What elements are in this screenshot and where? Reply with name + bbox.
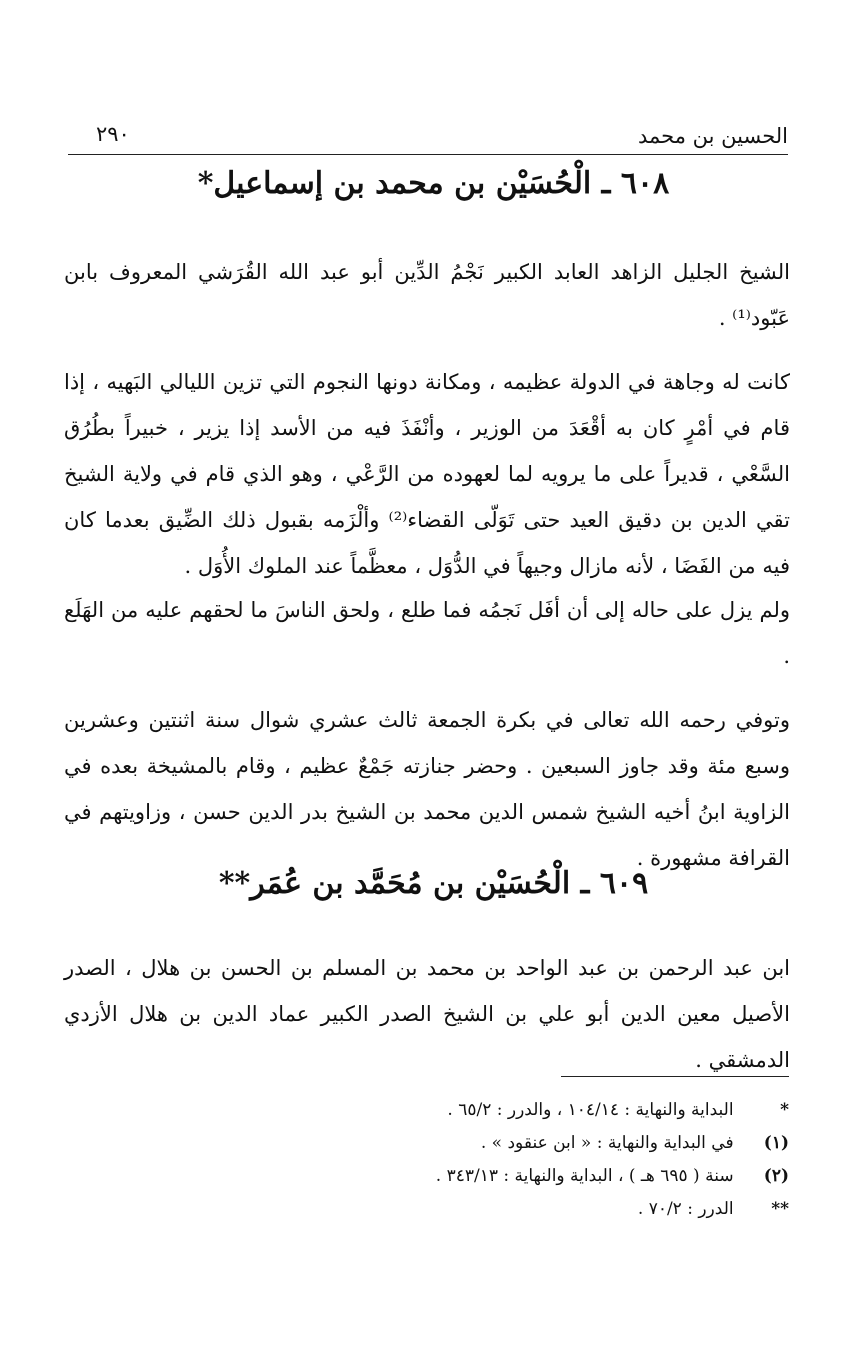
footnotes [149,1094,789,1226]
footnote-mark: * [780,1100,789,1120]
entry-608-paragraph-4: وتوفي رحمه الله تعالى في بكرة الجمعة ثالث عشري شوال سنة اثنتين وعشرين وسبع مئة وقد جاوز السبعين . وحضر جنازته جَمْعٌ عظيم ، وقام بالمشيخة بعده في الزاوية ابنُ أخيه الشيخ شمس الدين محمد بن الشيخ بدر الدين حسن ، وزاويتهم في القرافة مشهورة . [64,708,790,870]
footnote-text: الدرر : ٧٠/٢ . [637,1199,734,1219]
footnote-mark: ** [771,1199,789,1219]
entry-608-paragraph-1: الشيخ الجليل الزاهد العابد الكبير نَجْمُ الدِّين أبو عبد الله القُرَشي المعروف بابن عَبّود⁽¹⁾ . [64,260,790,330]
footnote-separator [561,1076,789,1077]
footnote [149,1193,789,1226]
running-header [68,118,788,155]
footnote-mark: (١) [763,1133,789,1153]
footnote [149,1094,789,1127]
entry-609-paragraph-1: ابن عبد الرحمن بن عبد الواحد بن محمد بن المسلم بن الحسن بن هلال ، الصدر الأصيل معين الدين أبو علي بن الشيخ الصدر الكبير عماد الدين بن هلال الأزدي الدمشقي . [64,956,790,1072]
entry-608-paragraph-2: كانت له وجاهة في الدولة عظيمه ، ومكانة دونها النجوم التي تزين الليالي البَهيه ، إذا قام في أمْرٍ كان به أقْعَدَ من الوزير ، وأنْفَذَ فيه من الأسد إذا يزير ، خبيراً بطُرُق السَّعْي ، قديراً على ما يرويه لما لعهوده من الرَّعْي ، وهو الذي قام في ولاية الشيخ تقي الدين بن دقيق العيد حتى تَوَلّى القضاء⁽²⁾ وألْزَمه بقبول ذلك الضِّيق بعدما كان فيه من الفَضَا ، لأنه مازال وجيهاً في الدُّوَل ، معظَّماً عند الملوك الأُوَل . [64,370,791,578]
entry-heading-608: ٦٠٨ ـ الْحُسَيْن بن محمد بن إسماعيل* [197,166,670,201]
footnote-mark: (٢) [763,1166,789,1186]
entry-heading-609: ٦٠٩ ـ الْحُسَيْن بن مُحَمَّد بن عُمَر** [218,866,649,901]
footnote-text: البداية والنهاية : ١٠٤/١٤ ، والدرر : ٦٥/٢ . [447,1100,734,1120]
page-number: ٢٩٠ [96,122,130,146]
running-title: الحسين بن محمد [638,124,788,148]
footnote [149,1160,789,1193]
entry-608-paragraph-3: ولم يزل على حاله إلى أن أفَل نَجمُه فما طلع ، ولحق الناسَ ما لحقهم عليه من الهَلَع . [64,598,790,668]
footnote-text: سنة ( ٦٩٥ هـ ) ، البداية والنهاية : ٣٤٣/١٣ . [435,1166,734,1186]
footnote-text: في البداية والنهاية : « ابن عنقود » . [480,1133,734,1153]
footnote [149,1127,789,1160]
